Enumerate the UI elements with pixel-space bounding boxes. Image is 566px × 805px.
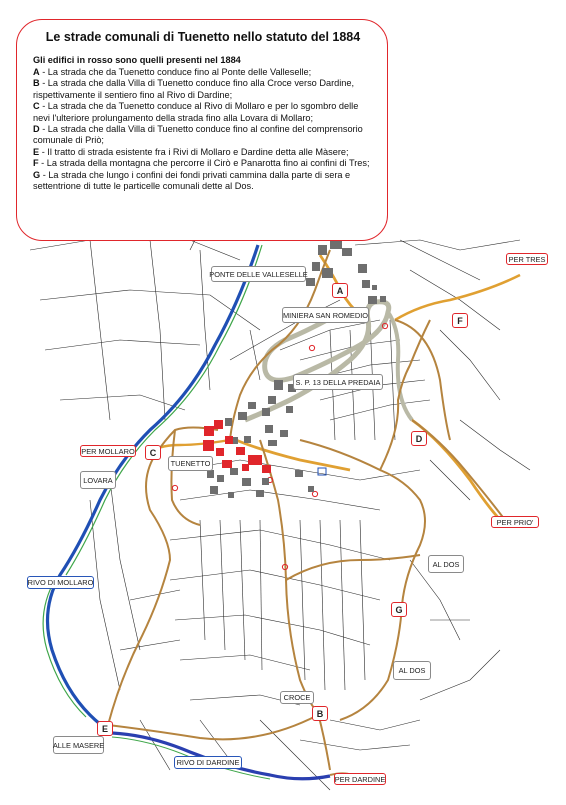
road-marker-c: C (145, 445, 161, 460)
label-ponte-valleselle: PONTE DELLE VALLESELLE (211, 266, 306, 282)
map-title: Le strade comunali di Tuenetto nello statuto del 1884 (45, 30, 361, 44)
label-al-dos-upper: AL DOS (428, 555, 464, 573)
label-lovara: LOVARA (80, 471, 116, 489)
legend-item-d: D - La strada che dalla Villa di Tuenetto conduce fino al confine del comprensorio comunale di Priò; (33, 124, 363, 146)
road-marker-b: B (312, 706, 328, 721)
label-per-tres: PER TRES (506, 253, 548, 265)
label-tuenetto: TUENETTO (168, 456, 213, 471)
road-marker-e: E (97, 721, 113, 736)
road-marker-f: F (452, 313, 468, 328)
legend-item-b: B - La strada che dalla Villa di Tuenetto conduce fino alla Croce verso Dardine, rispettivamente il sentiero fino al Rivo di Dardine; (33, 78, 355, 100)
legend-item-c: C - La strada che da Tuenetto conduce al Rivo di Mollaro e per lo sgombro delle nevi l'ulteriore prolungamento della strada fino alla Lovara di Mollaro; (33, 101, 359, 123)
legend-intro: Gli edifici in rosso sono quelli presenti nel 1884 (33, 55, 241, 65)
legend-box (16, 19, 388, 241)
label-rivo-di-dardine: RIVO DI DARDINE (174, 756, 242, 769)
legend-item-f: F - La strada della montagna che percorre il Cirò e Panarotta fino ai confini di Tres; (33, 158, 370, 169)
stream-rivo-mollaro-bank (66, 245, 262, 575)
label-alle-masere: ALLE MASERE (53, 736, 104, 754)
label-per-mollaro: PER MOLLARO (81, 446, 135, 456)
road-marker-g: G (391, 602, 407, 617)
label-per-prio: PER PRIO' (491, 516, 539, 528)
legend-item-a: A - La strada che da Tuenetto conduce fino al Ponte delle Valleselle; (33, 67, 312, 77)
label-rivo-di-mollaro: RIVO DI MOLLARO (27, 578, 94, 587)
road-marker-d: D (411, 431, 427, 446)
buildings-1884 (203, 420, 271, 473)
label-per-dardine: PER DARDINE (334, 774, 386, 784)
label-miniera-san-romedio: MINIERA SAN ROMEDIO (282, 307, 369, 323)
label-al-dos-lower: AL DOS (393, 661, 431, 680)
legend-item-e: E - Il tratto di strada esistente fra i Rivi di Mollaro e Dardine detta alle Màsere; (33, 146, 349, 157)
stream-rivo-mollaro (48, 245, 259, 733)
road-marker-a: A (332, 283, 348, 298)
label-croce: CROCE (280, 691, 314, 704)
legend-item-g: G - La strada che lungo i confini dei fondi privati cammina dalla parte di sera e settentrione di tutte le particelle comunali dette al Dos. (33, 169, 351, 192)
label-sp13-predaia: S. P. 13 DELLA PREDAIA (293, 374, 383, 390)
